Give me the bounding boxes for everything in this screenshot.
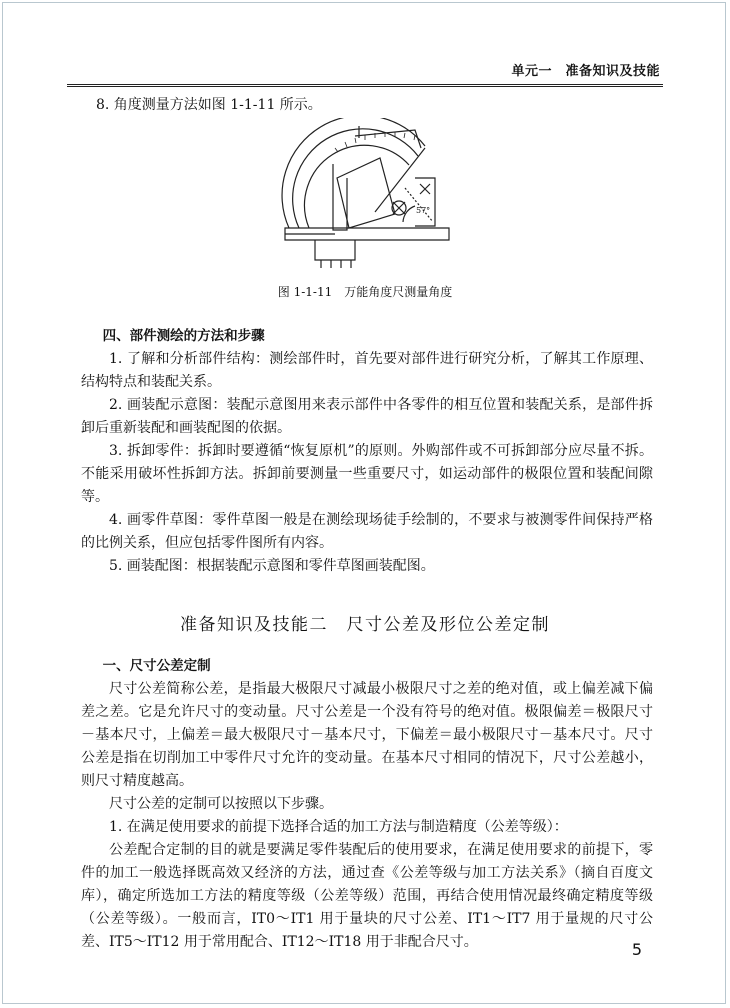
- section-title: 准备知识及技能二 尺寸公差及形位公差定制: [180, 615, 550, 635]
- intro-line: 8. 角度测量方法如图 1-1-11 所示。: [96, 97, 322, 113]
- paragraph: 1. 了解和分析部件结构：测绘部件时，首先要对部件进行研究分析，了解其工作原理、结构特点和装配关系。: [81, 351, 653, 390]
- figure-caption: 图 1-1-11 万能角度尺测量角度: [277, 285, 453, 299]
- section-one-heading: 一、尺寸公差定制: [102, 658, 211, 674]
- section-four-heading: 四、部件测绘的方法和步骤: [102, 328, 265, 344]
- paragraph: 2. 画装配示意图：装配示意图用来表示部件中各零件的相互位置和装配关系，是部件拆卸后重新装配和画装配图的依据。: [81, 397, 653, 436]
- angle-label: 57°: [416, 206, 431, 215]
- paragraph: 尺寸公差的定制可以按照以下步骤。: [109, 796, 333, 812]
- header-rule: [67, 84, 663, 87]
- running-header: 单元一 准备知识及技能: [511, 64, 660, 79]
- paragraph: 尺寸公差简称公差，是指最大极限尺寸减最小极限尺寸之差的绝对值，或上偏差减下偏差之差。它是允许尺寸的变动量。尺寸公差是一个没有符号的绝对值。极限偏差＝极限尺寸－基本尺寸，上偏差＝最大极限尺寸－基本尺寸，下偏差＝最小极限尺寸－基本尺寸。尺寸公差是指在切削加工中零件尺寸允许的变动量。在基本尺寸相同的情况下，尺寸公差越小，则尺寸精度越高。: [81, 681, 653, 789]
- protractor-figure: [275, 118, 455, 268]
- paragraph: 公差配合定制的目的就是要满足零件装配后的使用要求，在满足使用要求的前提下，零件的加工一般选择既高效又经济的方法，通过查《公差等级与加工方法关系》（摘自百度文库），确定所选加工方法的精度等级（公差等级）范围，再结合使用情况最终确定精度等级（公差等级）。一般而言，IT0～IT1 用于量块的尺寸公差、IT1～IT7 用于量规的尺寸公差、IT5～IT12 用于常用配合、IT12～IT18 用于非配合尺寸。: [81, 842, 653, 950]
- paragraph: 3. 拆卸零件：拆卸时要遵循“恢复原机”的原则。外购部件或不可拆卸部分应尽量不拆。不能采用破坏性拆卸方法。拆卸前要测量一些重要尺寸，如运动部件的极限位置和装配间隙等。: [81, 443, 653, 505]
- paragraph: 1. 在满足使用要求的前提下选择合适的加工方法与制造精度（公差等级）：: [109, 819, 568, 835]
- page-number: 5: [631, 940, 642, 959]
- section-four: [81, 325, 653, 578]
- paragraph: 4. 画零件草图：零件草图一般是在测绘现场徒手绘制的，不要求与被测零件间保持严格的比例关系，但应包括零件图所有内容。: [81, 512, 653, 551]
- section-one: [81, 655, 653, 954]
- paragraph: 5. 画装配图：根据装配示意图和零件草图画装配图。: [109, 558, 435, 574]
